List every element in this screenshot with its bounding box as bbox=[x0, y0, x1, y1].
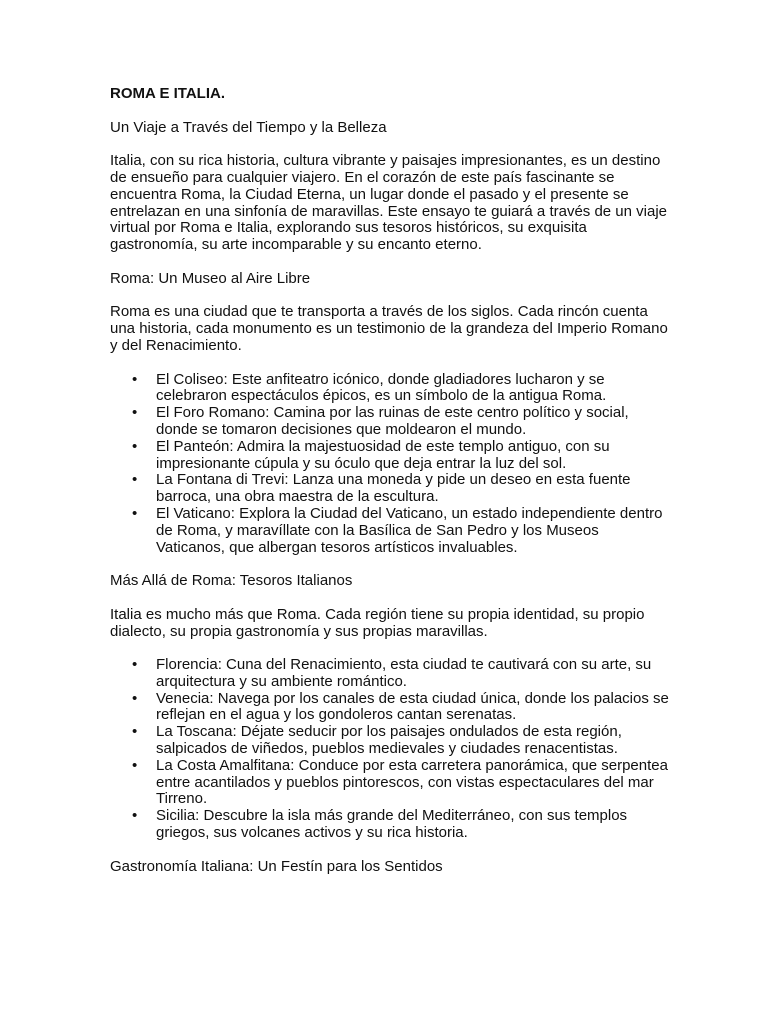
document-subtitle: Un Viaje a Través del Tiempo y la Belleza bbox=[110, 118, 387, 136]
italia-treasures-list bbox=[110, 657, 670, 842]
list-item: • El Panteón: Admira la majestuosidad de este templo antiguo, con su impresionante cúpula y su óculo que deja entrar la luz del sol. bbox=[156, 439, 670, 473]
section-paragraph-italia: Italia es mucho más que Roma. Cada región tiene su propia identidad, su propio dialecto, su propia gastronomía y sus propias maravillas. bbox=[110, 605, 645, 640]
document-page bbox=[110, 86, 670, 892]
intro-paragraph: Italia, con su rica historia, cultura vibrante y paisajes impresionantes, es un destino de ensueño para cualquier viajero. En el corazón de este país fascinante se encuentra Roma, la Ciudad Eterna, un lugar donde el pasado y el presente se entrelazan en una sinfonía de maravillas. Este ensayo te guiará a través de un viaje virtual por Roma e Italia, explorando sus tesoros históricos, su exquisita gastronomía, su arte incomparable y su encanto eterno. bbox=[110, 152, 668, 254]
list-item: • El Vaticano: Explora la Ciudad del Vaticano, un estado independiente dentro de Roma, y maravíllate con la Basílica de San Pedro y los Museos Vaticanos, que albergan tesoros artísticos invaluables. bbox=[156, 506, 670, 556]
list-item: • Venecia: Navega por los canales de esta ciudad única, donde los palacios se reflejan en el agua y los gondoleros cantan serenatas. bbox=[156, 691, 670, 725]
list-item: • El Coliseo: Este anfiteatro icónico, donde gladiadores lucharon y se celebraron espectáculos épicos, es un símbolo de la antigua Roma. bbox=[156, 372, 670, 406]
list-item: • Florencia: Cuna del Renacimiento, esta ciudad te cautivará con su arte, su arquitectura y su ambiente romántico. bbox=[156, 657, 670, 691]
section-heading-italia: Más Allá de Roma: Tesoros Italianos bbox=[110, 572, 353, 590]
list-item: • La Toscana: Déjate seducir por los paisajes ondulados de esta región, salpicados de viñedos, pueblos medievales y ciudades renacentistas. bbox=[156, 724, 670, 758]
list-item: • El Foro Romano: Camina por las ruinas de este centro político y social, donde se tomaron decisiones que moldearon el mundo. bbox=[156, 405, 670, 439]
document-title: ROMA E ITALIA. bbox=[110, 85, 225, 102]
roma-landmarks-list bbox=[110, 372, 670, 557]
section-paragraph-roma: Roma es una ciudad que te transporta a través de los siglos. Cada rincón cuenta una historia, cada monumento es un testimonio de la grandeza del Imperio Romano y del Renacimiento. bbox=[110, 303, 668, 354]
list-item: • La Costa Amalfitana: Conduce por esta carretera panorámica, que serpentea entre acantilados y pueblos pintorescos, con vistas espectaculares del mar Tirreno. bbox=[156, 758, 670, 808]
section-heading-roma: Roma: Un Museo al Aire Libre bbox=[110, 269, 311, 287]
list-item: • La Fontana di Trevi: Lanza una moneda y pide un deseo en esta fuente barroca, una obra maestra de la escultura. bbox=[156, 472, 670, 506]
list-item: • Sicilia: Descubre la isla más grande del Mediterráneo, con sus templos griegos, sus volcanes activos y su rica historia. bbox=[156, 808, 670, 842]
section-heading-gastronomia: Gastronomía Italiana: Un Festín para los Sentidos bbox=[110, 857, 443, 875]
